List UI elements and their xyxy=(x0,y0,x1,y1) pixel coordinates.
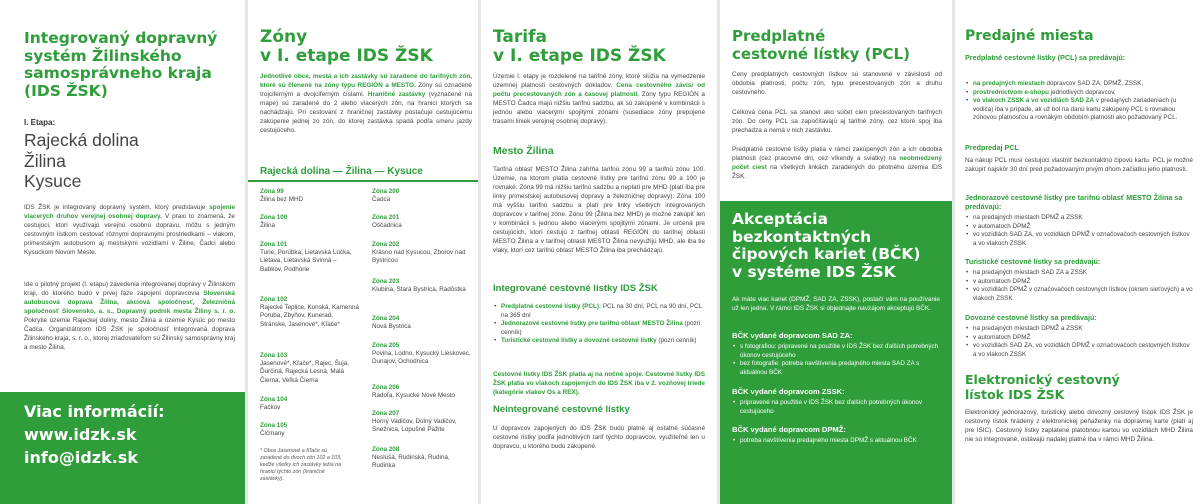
zone-item: Zóna 103 Jasenové*, Kľače*, Rajec, Šuja, Ďurčiná, Rajecká Lesná, Malá Čierna, Veľká Čierna xyxy=(260,352,349,384)
list-item: • Jednorazové cestovné lístky pre tarifnú oblasť MESTO Žilina (pozri cenník) xyxy=(493,320,705,337)
list-item: • vo vozidlách SAD ZA, vo vozidlách DPMŽ v označovačoch cestovných lístkov a vo vlakoch ZSSK xyxy=(965,342,1193,359)
integrated-tickets-list xyxy=(493,303,705,346)
list-item: • vo vozidlách DPMŽ v označovačoch cestovných lístkov (okrem sieťových) a vo vlakoch ZSSK xyxy=(965,286,1193,303)
city-zilina-text: Tarifná oblasť MESTO Žilina zahŕňa tarifnú zónu 99 a tarifnú zónu 100. Územie, na ktorom platia cestovné lístky pre tarifnú zónu 99 a 100 je rovnaké. Zóna 99 má nižšiu tarifnú sadzbu a neplatí pre MHD (platí iba pre linky primestskej autobusovej dopravy a železničnej dopravy). Zóna 100 má vyššiu tarifnú sadzbu a platí pre linky všetkých integrovaných dopravcov v tarifnej zóne. Zónu 99 (Žilina bez MHD) je možné zakúpiť len v kombinácii s jednou alebo viacerými spojitými zónami. Je určená pre cestujúcich, ktorí cestujú z tarifnej oblasti REGIÓN do tarifnej oblasti MESTO Žilina a v tarifnej oblasti MESTO Žilina nevyužijú MHD, ale iba tie vlaky, ktorí cez tarifnú oblasť MESTO Žilina iba prechádzajú. xyxy=(493,166,705,254)
sales-column xyxy=(955,0,1200,504)
zone-item: Zóna 202 Krásno nad Kysucou, Zborov nad Bystricou xyxy=(372,241,466,265)
list-item: • na predajných miestach dopravcov SAD ZA, DPMŽ, ZSSK, xyxy=(965,80,1193,89)
tourist-tickets-heading: Turistické cestovné lístky sa predávajú: xyxy=(965,257,1101,266)
list-item: • s fotografiou: pripravené na použitie v IDS ŽSK bez ďalších potrebných úkonov cestujúceho xyxy=(732,343,940,360)
nonintegrated-text: U dopravcov zapojených do IDS ŽSK budú platné aj ostatné súčasné cestovné lístky podľa jednotlivých tarif týchto dopravcov, využiteľné len u dopravcu, u ktorého budú zakúpené. xyxy=(493,425,705,450)
sales-heading: Predajné miesta xyxy=(965,28,1094,44)
etapa-label: I. Etapa: xyxy=(24,118,56,127)
list-item: • potreba navštívenia predajného miesta DPMŽ s aktuálnou BČK xyxy=(732,437,940,446)
region-item: Rajecká dolina xyxy=(24,130,139,150)
dpmz-cards-heading: BČK vydané dopravcom DPMŽ: xyxy=(732,425,846,434)
list-item: • prostredníctvom e-shopu jednotlivých dopravcov, xyxy=(965,89,1193,98)
pcl-text-1: Ceny predplatných cestovných lístkov sú stanovené v závislosti od obdobia platnosti, počtu zón, typu precestovaných zón a druhu cestovného. xyxy=(732,71,942,96)
list-item: • vo vlakoch ZSSK a vo vozidlách SAD ZA v predajných zariadeniach (u vodiča) iba v prípade, ak už bol na danú kartu zakúpený PCL s rovnakou zónovou platnosťou a rovnakým obdobím platnosti ako požadovaný PCL. xyxy=(965,97,1193,123)
zones-intro: Jednotlivé obce, mestá a ich zastávky sú zaradené do tarifných zón, ktoré sú členené na zóny typu REGIÓN a MESTO. Zóny sú označené trojciferným a dvojciferným číslami. Hraničné zastávky (vyznačené na mape) sú zaradené do 2 alebo viacerých zón, na hranici ktorých sa nachádzajú. Pri cestovaní z hraničnej zastávky postačuje cestujúcemu zakúpenie jednej zo zón, do ktorej zastávka spadá podľa smeru jazdy cestujúceho. xyxy=(260,73,472,134)
contact-panel xyxy=(0,392,245,504)
presale-heading: Predpredaj PCL xyxy=(965,143,1019,152)
zone-footnote: * Obce Jasenové a Kľače sú zaradené do dvoch zón 102 a 103, keďže všetky ich zastávky ležia na hranici týchto zón (hraničné zastávky). xyxy=(260,448,342,482)
zone-item: Zóna 105 Čičmany xyxy=(260,422,288,437)
zone-item: Zóna 201 Oščadnica xyxy=(372,214,402,229)
zone-item: Zóna 205 Povina, Lodno, Kysucký Lieskovec, Dunajov, Ochodnica xyxy=(372,342,471,366)
brochure-title: Integrovaný dopravný systém Žilinského samosprávneho kraja (IDS ŽSK) xyxy=(24,29,218,100)
card-acceptance-panel xyxy=(720,201,952,504)
dpmz-cards-list xyxy=(732,437,940,446)
pcl-text-2: Celková cena PCL sa stanoví ako súčet cien precestovaných tarifných zón. Do ceny PCL sa započítavajú aj tarifné zóny, cez ktoré spoj iba prechádza a nemá v nich zastávku. xyxy=(732,109,942,134)
region-item: Žilina xyxy=(24,150,66,171)
pcl-text-3: Predplatné cestovné lístky platia v rámci zakúpených zón a ich obdobia platnosti (cez pracovné dni, cez víkendy a sviatky) na neobmedzený počet ciest na všetkých linkách zaradených do pilotného územia IDS ŽSK. xyxy=(732,146,942,180)
list-item: • vo vozidlách SAD ZA, vo vozidlách DPMŽ v označovačoch cestovných lístkov a vo vlakoch ZSSK xyxy=(965,231,1193,248)
sad-cards-list xyxy=(732,343,940,377)
zone-item: Zóna 100 Žilina xyxy=(260,214,288,229)
list-item: • Predplatné cestovné lístky (PCL): PCL na 30 dní, PCL na 90 dní, PCL na 365 dní xyxy=(493,303,705,320)
zone-item: Zóna 204 Nová Bystrica xyxy=(372,315,411,330)
tariff-intro: Územie I. etapy je rozdelené na tarifné zóny, ktoré slúžia na vymedzenie územnej platnosti cestovných dokladov. Cena cestovného závisí od počtu precestovaných zón a časovej platnosti. Zóny typu REGIÓN a MESTO Čadca majú nižšiu tarifnú sadzbu, ak sú zakúpené v kombinácii s jednou alebo viacerými spojitými zónami (susediace zóny prepojené trasami liniek verejnej osobnej dopravy). xyxy=(493,73,706,125)
email-link[interactable]: info@idzk.sk xyxy=(24,448,138,467)
electronic-ticket-heading: Elektronický cestovný lístok IDS ŽSK xyxy=(965,372,1120,402)
list-item: • pripravené na použitie v IDS ŽSK bez ďalších potrebných úkonov cestujúceho xyxy=(732,399,940,416)
zone-item: Zóna 101 Turie, Porúbka, Lietavská Lúčka, Lietava, Lietavská Svinná – Babkov, Podhorie xyxy=(260,241,352,273)
tariff-heading: Tarifa v I. etape IDS ŽSK xyxy=(493,27,666,66)
tariff-column xyxy=(481,0,717,504)
zone-item: Zóna 206 Radoľa, Kysucké Nové Mesto xyxy=(372,384,456,399)
nonintegrated-heading: Neintegrované cestovné lístky xyxy=(493,404,630,415)
more-info-label: Viac informácií: xyxy=(24,402,165,421)
zone-item: Zóna 203 Klubina, Stará Bystrica, Radôstka xyxy=(372,278,466,293)
website-link[interactable]: www.idzk.sk xyxy=(24,425,137,444)
zones-column xyxy=(248,0,478,504)
zone-item: Zóna 208 Nesluša, Rudinská, Rudina, Rudinka xyxy=(372,446,450,470)
pcl-column xyxy=(720,0,952,504)
region-list xyxy=(24,130,139,192)
project-paragraph: Ide o pilotný projekt (I. etapu) zavedenia integrovanej dopravy v Žilinskom kraji, do ktorého budú v prvej fáze zapojení dopravcovia Slovenská autobusová doprava Žilina, akciová spoločnosť, Železničná spoločnosť Slovensko, a. s., Dopravný podnik mesta Žiliny s. r. o. Pokrytie územie Rajeckej doliny, mesto Žilina a územie Kysúc po mesto Čadca. Organizátorom IDS ŽSK je spoločnosť Integrovaná doprava Žilinského kraja, s. r. o., ktorej zriaďovateľom sú Žilinský samosprávny kraj a mesto Žilina. xyxy=(24,281,235,351)
city-zilina-heading: Mesto Žilina xyxy=(493,145,554,157)
zssk-cards-heading: BČK vydané dopravcom ZSSK: xyxy=(732,387,845,396)
zones-heading: Zóny v I. etape IDS ŽSK xyxy=(260,27,433,66)
zones-region-bar: Rajecká dolina — Žilina — Kysuce xyxy=(248,162,478,182)
night-service-note: Cestovné lístky IDS ŽSK platia aj na nočné spoje. Cestovné lístky IDS ŽSK platia vo vlakoch zapojených do IDS ŽSK iba v 2. vozňovej triede (kategórie vlakov Os a REX). xyxy=(493,371,705,396)
zone-item: Zóna 99 Žilina bez MHD xyxy=(260,188,304,203)
list-item: • na predajných miestach DPMŽ a ZSSK xyxy=(965,325,1193,334)
card-acceptance-heading: Akceptácia bezkontaktných čipových kariet (BČK) v systéme IDS ŽSK xyxy=(732,210,921,281)
tourist-tickets-list xyxy=(965,269,1193,303)
sad-cards-heading: BČK vydané dopravcom SAD ZA: xyxy=(732,331,853,340)
intro-paragraph: IDS ŽSK je integrovaný dopravný systém, ktorý predstavuje spojenie viacerých druhov verejnej osobnej dopravy. V praxi to znamená, že cestujúci, ktorí využívajú verejnú osobnú dopravu, môžu s jedným cestovným lístkom cestovať rôznymi dopravnými prostriedkami – vlakom, primestským autobusom aj mestskými vozidlami v Žiline, Čadci alebo Kysuckom Novom Meste. xyxy=(24,204,236,256)
list-item: • v automatoch DPMŽ xyxy=(965,334,1193,343)
list-item: • v automatoch DPMŽ xyxy=(965,223,1193,232)
single-tickets-list xyxy=(965,214,1193,248)
pcl-sales-heading: Predplatné cestovné lístky (PCL) sa predávajú: xyxy=(965,53,1126,62)
integrated-tickets-heading: Integrované cestovné lístky IDS ŽSK xyxy=(493,283,658,294)
electronic-ticket-text: Elektronický jednorazový, turistický alebo dovozný cestovný lístok IDS ŽSK je cestovný lístok hradený z elektronickej peňaženky na dopravnej karte (platí aj pre ISIC). Cestovný lístky zaplatené platobnou kartou vo vozidlách MHD Žilina nie sú integrované, ostávajú nadalej platné iba v rámci MHD Žilina. xyxy=(965,409,1193,443)
zone-item: Zóna 104 Fačkov xyxy=(260,396,288,411)
region-item: Kysuce xyxy=(24,171,82,191)
pcl-sales-list xyxy=(965,80,1193,123)
list-item: • na predajných miestach DPMŽ a ZSSK xyxy=(965,214,1193,223)
intro-column xyxy=(0,0,245,504)
zone-item: Zóna 207 Horný Vadičov, Dolný Vadičov, Snežnica, Lopušné Pažite xyxy=(372,410,457,434)
pcl-heading: Predplatné cestovné lístky (PCL) xyxy=(732,27,910,63)
single-tickets-heading: Jednorazové cestovné lístky pre tarifnú oblasť MESTO Žilina sa predávajú: xyxy=(965,193,1183,211)
card-acceptance-intro: Ak máte viac kariet (DPMŽ, SAD ZA, ZSSK), postačí vám na používanie už len jedna. V rámci IDS ŽSK si objednajte navzájom akceptujú BČK. xyxy=(732,296,940,312)
list-item: • na predajných miestach SAD ZA a ZSSK xyxy=(965,269,1193,278)
zone-item: Zóna 102 Rajecké Teplice, Konská, Kamenná Poruba, Zbyňov, Kunerad, Stránske, Jasenové*, Kľače* xyxy=(260,296,359,328)
delivery-tickets-list xyxy=(965,325,1193,359)
presale-text: Na nákup PCL musí cestujúci vlastniť bezkontaktnú čipovú kartu. PCL je možné zakúpiť najskôr 30 dní pred požadovaným prvým dňom začiatku jeho platnosti. xyxy=(965,157,1193,173)
list-item: • Turistické cestovné lístky a dovozné cestovné lístky (pozri cenník) xyxy=(493,337,705,346)
zssk-cards-list xyxy=(732,399,940,416)
zone-item: Zóna 200 Čadca xyxy=(372,188,400,203)
delivery-tickets-heading: Dovozné cestovné lístky sa predávajú: xyxy=(965,313,1097,322)
list-item: • v automatoch DPMŽ xyxy=(965,278,1193,287)
list-item: • bez fotografie: potreba navštívenia predajného miesta SAD ZA s aktuálnou BČK xyxy=(732,360,940,377)
